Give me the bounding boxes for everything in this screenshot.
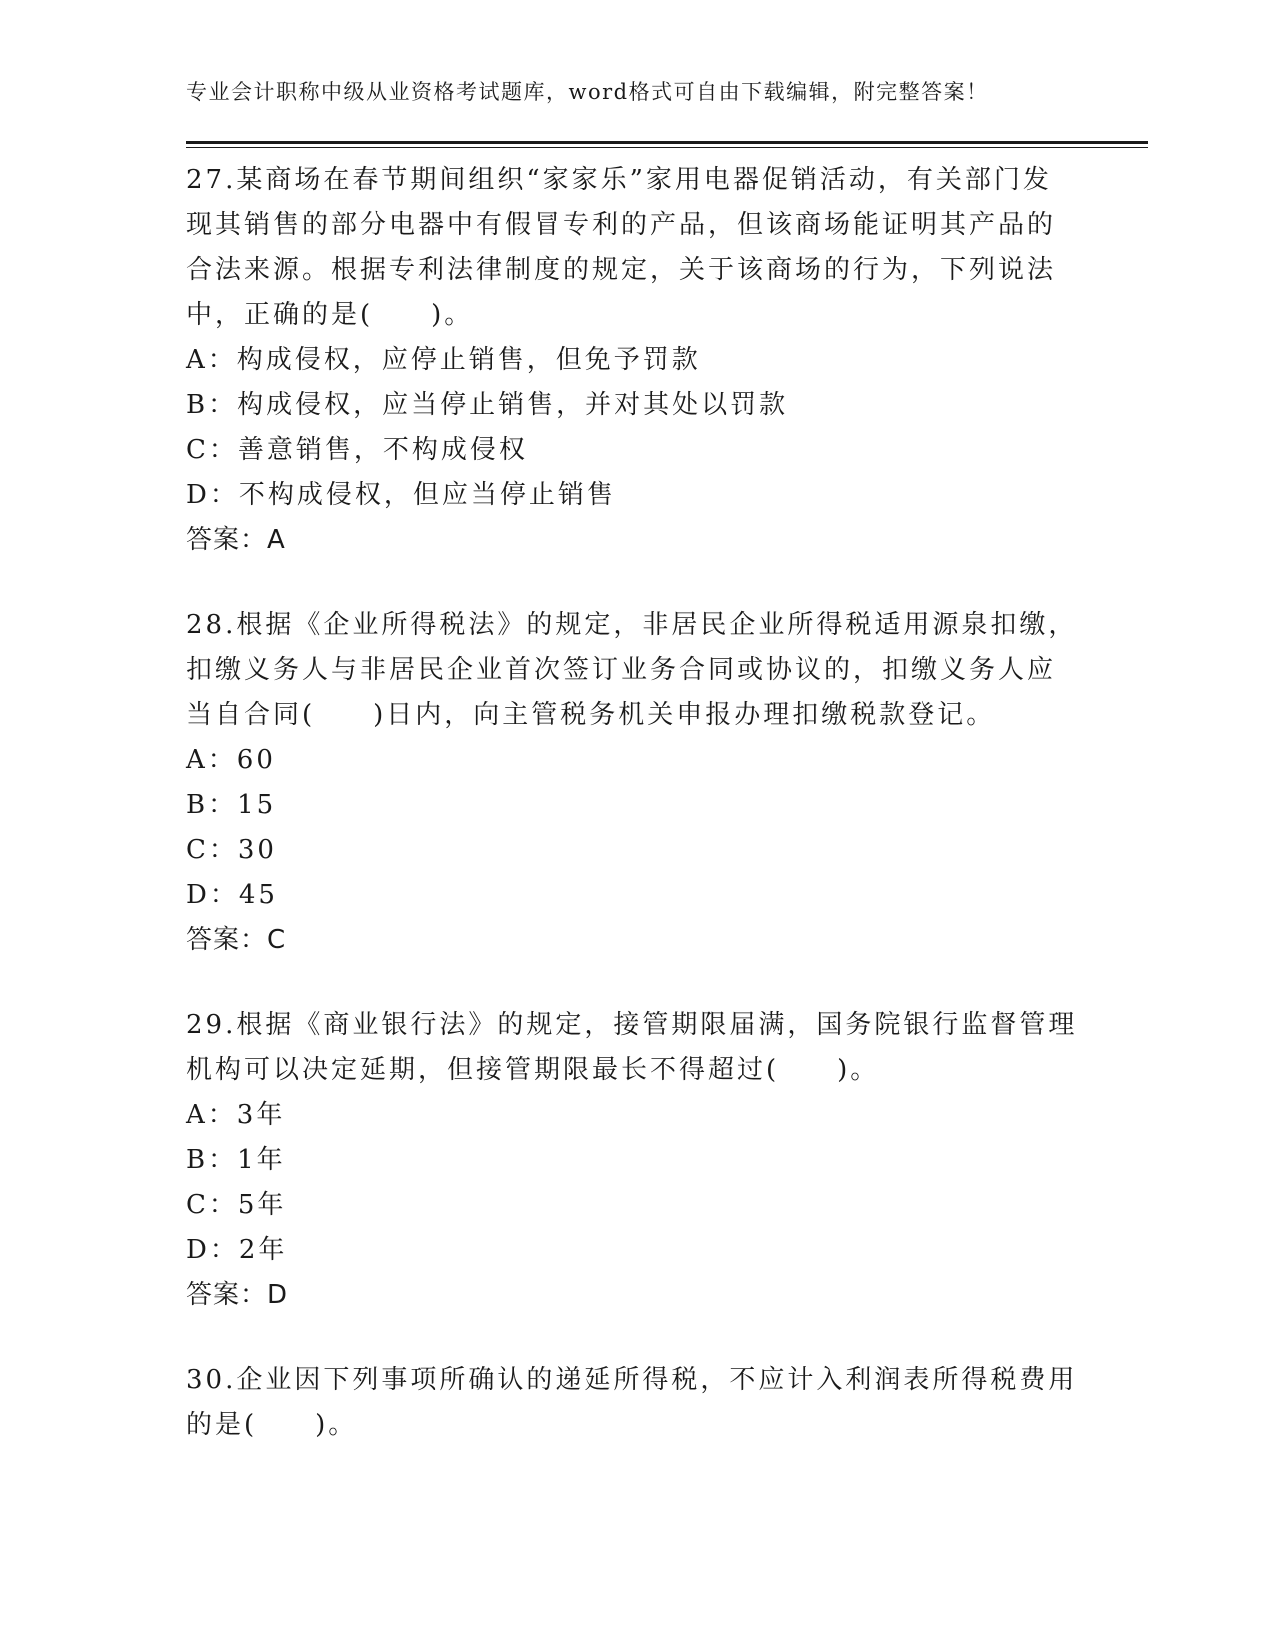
option-c: C：30	[186, 835, 277, 865]
option-b: B：1年	[186, 1145, 286, 1175]
option-b: B：15	[186, 790, 277, 820]
question-stem-line: 29.根据《商业银行法》的规定，接管期限届满，国务院银行监督管理	[186, 1010, 1078, 1040]
header-rule-thin	[186, 147, 1148, 148]
option-a: A：3年	[186, 1100, 286, 1130]
header-rule-thick	[186, 141, 1148, 144]
option-d: D：2年	[186, 1235, 288, 1265]
question-stem-line: 27.某商场在春节期间组织“家家乐”家用电器促销活动，有关部门发	[186, 165, 1052, 195]
question-stem-line: 30.企业因下列事项所确认的递延所得税，不应计入利润表所得税费用	[186, 1365, 1078, 1395]
option-c: C：善意销售，不构成侵权	[186, 435, 528, 465]
page-header: 专业会计职称中级从业资格考试题库，word格式可自由下载编辑，附完整答案！	[186, 80, 989, 104]
option-d: D：45	[186, 880, 278, 910]
option-b: B：构成侵权，应当停止销售，并对其处以罚款	[186, 390, 789, 420]
answer: 答案：D	[186, 1280, 289, 1310]
option-c: C：5年	[186, 1190, 287, 1220]
question-27	[186, 158, 1086, 563]
question-stem-line: 现其销售的部分电器中有假冒专利的产品，但该商场能证明其产品的	[186, 210, 1057, 240]
option-a: A：60	[186, 745, 276, 775]
question-stem-line: 机构可以决定延期，但接管期限最长不得超过( )。	[186, 1055, 880, 1085]
question-stem-line: 28.根据《企业所得税法》的规定，非居民企业所得税适用源泉扣缴，	[186, 610, 1078, 640]
option-d: D：不构成侵权，但应当停止销售	[186, 480, 616, 510]
answer: 答案：C	[186, 925, 287, 955]
answer: 答案：A	[186, 525, 286, 555]
question-stem-line: 扣缴义务人与非居民企业首次签订业务合同或协议的，扣缴义务人应	[186, 655, 1057, 685]
question-stem-line: 的是( )。	[186, 1410, 358, 1440]
question-29	[186, 1003, 1086, 1318]
question-list	[186, 158, 1086, 1488]
question-stem-line: 当自合同( )日内，向主管税务机关申报办理扣缴税款登记。	[186, 700, 996, 730]
question-30	[186, 1358, 1086, 1448]
question-stem-line: 合法来源。根据专利法律制度的规定，关于该商场的行为，下列说法	[186, 255, 1057, 285]
option-a: A：构成侵权，应停止销售，但免予罚款	[186, 345, 701, 375]
question-stem-line: 中，正确的是( )。	[186, 300, 474, 330]
question-28	[186, 603, 1086, 963]
